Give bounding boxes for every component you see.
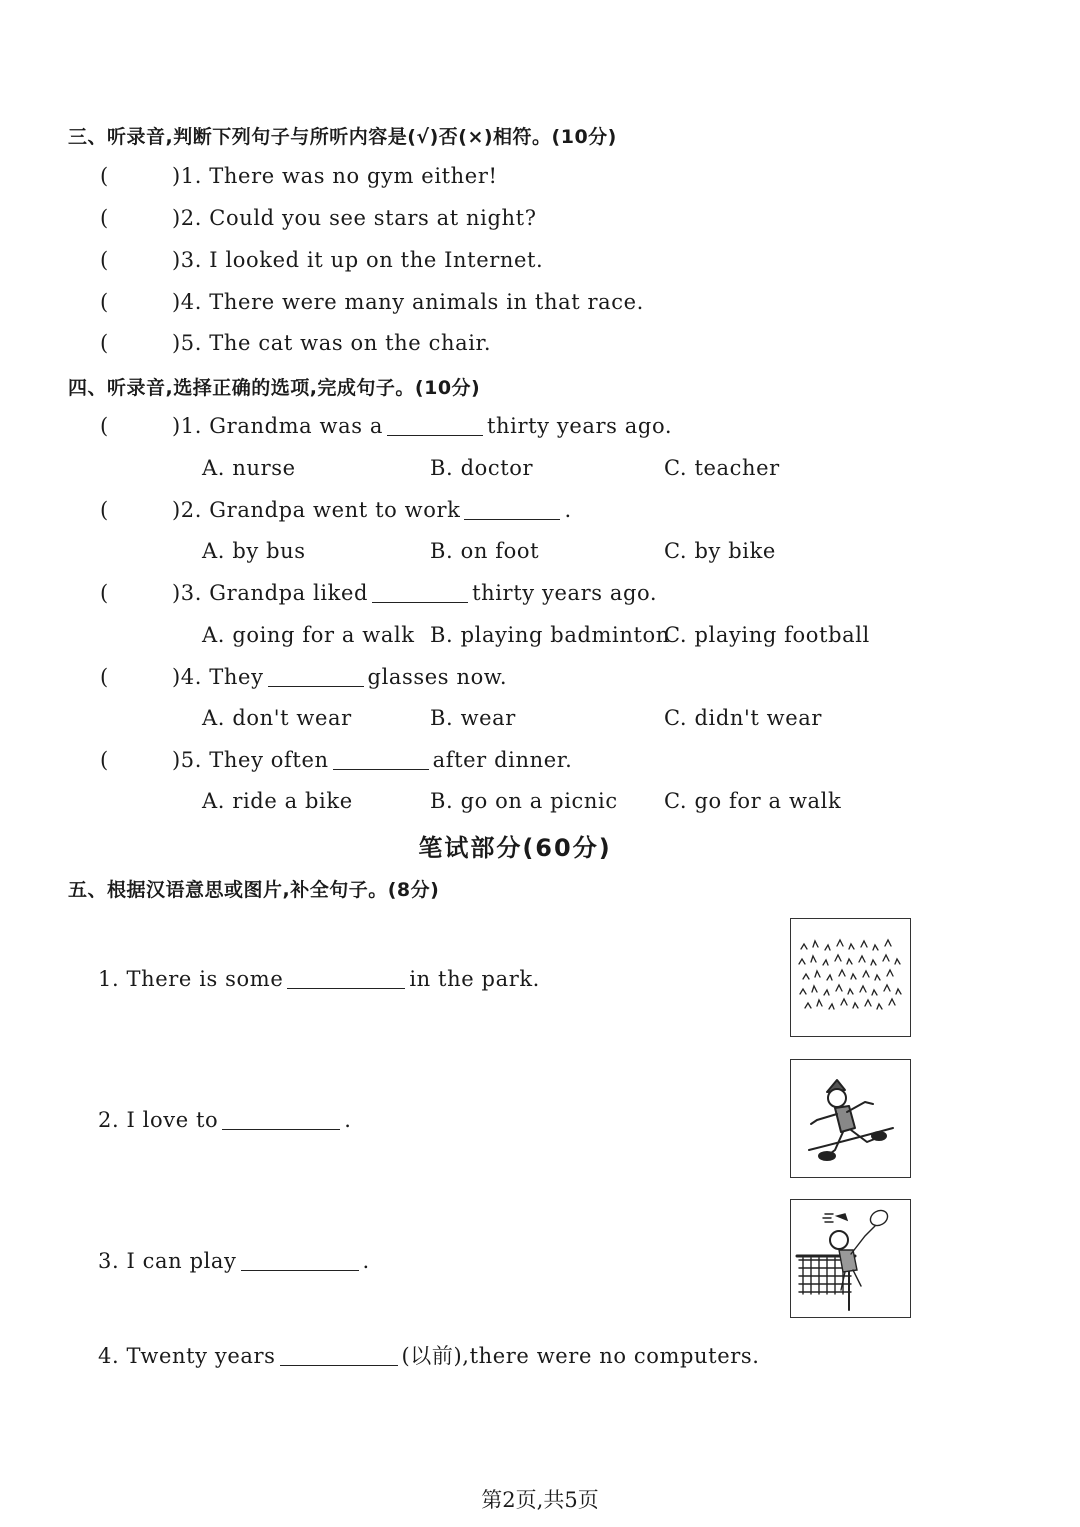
fill-blank[interactable] [333,748,429,770]
fill-blank[interactable] [241,1249,359,1271]
s3-item-text: )3. I looked it up on the Internet. [172,248,544,272]
option-b: B. playing badminton [430,623,670,647]
item-text: 4. Twenty years [98,1344,276,1368]
section-4-heading: 四、听录音,选择正确的选项,完成句子。(10分) [68,377,481,399]
answer-paren[interactable]: ( [100,414,109,438]
answer-paren[interactable]: ( [100,206,109,230]
item-text: (以前),there were no computers. [401,1344,760,1368]
running-picture [790,1059,911,1178]
answer-paren[interactable]: ( [100,248,109,272]
question-text: )1. Grandma was a [172,414,383,438]
question-text: )3. Grandpa liked [172,581,369,605]
answer-paren[interactable]: ( [100,581,109,605]
answer-paren[interactable]: ( [100,665,109,689]
written-part-title: 笔试部分(60分) [418,834,612,862]
page-footer: 第2页,共5页 [481,1488,599,1512]
item-text: . [344,1108,352,1132]
question-text: )4. They [172,665,264,689]
s4-question-3 [100,581,657,605]
item-text: 3. I can play [98,1249,237,1273]
s3-item-text: )5. The cat was on the chair. [172,331,492,355]
s3-item-text: )2. Could you see stars at night? [172,206,537,230]
s3-item-4 [100,290,644,314]
fill-blank[interactable] [387,414,483,436]
answer-paren[interactable]: ( [100,290,109,314]
s3-item-2 [100,206,537,230]
s3-item-text: )1. There was no gym either! [172,164,498,188]
answer-paren[interactable]: ( [100,748,109,772]
item-text: 1. There is some [98,967,284,991]
s4-question-4 [100,665,507,689]
s4-question-2 [100,498,572,522]
option-c: C. playing football [664,623,870,647]
s3-item-3 [100,248,543,272]
grass-icon [791,919,909,1035]
s5-item-2 [98,1108,352,1132]
option-a: A. ride a bike [202,789,353,813]
question-text: thirty years ago. [472,581,658,605]
answer-paren[interactable]: ( [100,331,109,355]
answer-paren[interactable]: ( [100,164,109,188]
badminton-icon [791,1200,909,1316]
s5-item-4 [98,1340,760,1370]
fill-blank[interactable] [268,665,364,687]
question-text: glasses now. [367,665,508,689]
option-b: B. go on a picnic [430,789,618,813]
option-b: B. doctor [430,456,534,480]
option-b: B. wear [430,706,516,730]
fill-blank[interactable] [464,498,560,520]
s5-item-1 [98,967,540,991]
item-text: 2. I love to [98,1108,219,1132]
question-text: after dinner. [432,748,573,772]
option-c: C. by bike [664,539,776,563]
question-text: . [564,498,572,522]
fill-blank[interactable] [222,1108,340,1130]
s3-item-5 [100,331,491,355]
option-a: A. by bus [202,539,306,563]
item-text: . [362,1249,370,1273]
question-text: thirty years ago. [486,414,673,438]
s5-item-3 [98,1249,370,1273]
fill-blank[interactable] [287,967,405,989]
option-c: C. didn't wear [664,706,823,730]
answer-paren[interactable]: ( [100,498,109,522]
s4-question-1 [100,414,672,438]
option-c: C. go for a walk [664,789,842,813]
running-boy-icon [791,1060,909,1176]
s3-item-1 [100,164,498,188]
question-text: )5. They often [172,748,329,772]
s4-question-5 [100,748,572,772]
fill-blank[interactable] [372,581,468,603]
section-5-heading: 五、根据汉语意思或图片,补全句子。(8分) [68,879,440,901]
option-a: A. don't wear [202,706,352,730]
section-3-heading: 三、听录音,判断下列句子与所听内容是(√)否(×)相符。(10分) [68,126,617,148]
grass-picture [790,918,911,1037]
s3-item-text: )4. There were many animals in that race. [172,290,644,314]
fill-blank[interactable] [280,1344,398,1366]
item-text: in the park. [409,967,540,991]
option-c: C. teacher [664,456,780,480]
option-b: B. on foot [430,539,540,563]
option-a: A. going for a walk [202,623,415,647]
question-text: )2. Grandpa went to work [172,498,461,522]
option-a: A. nurse [202,456,296,480]
badminton-picture [790,1199,911,1318]
